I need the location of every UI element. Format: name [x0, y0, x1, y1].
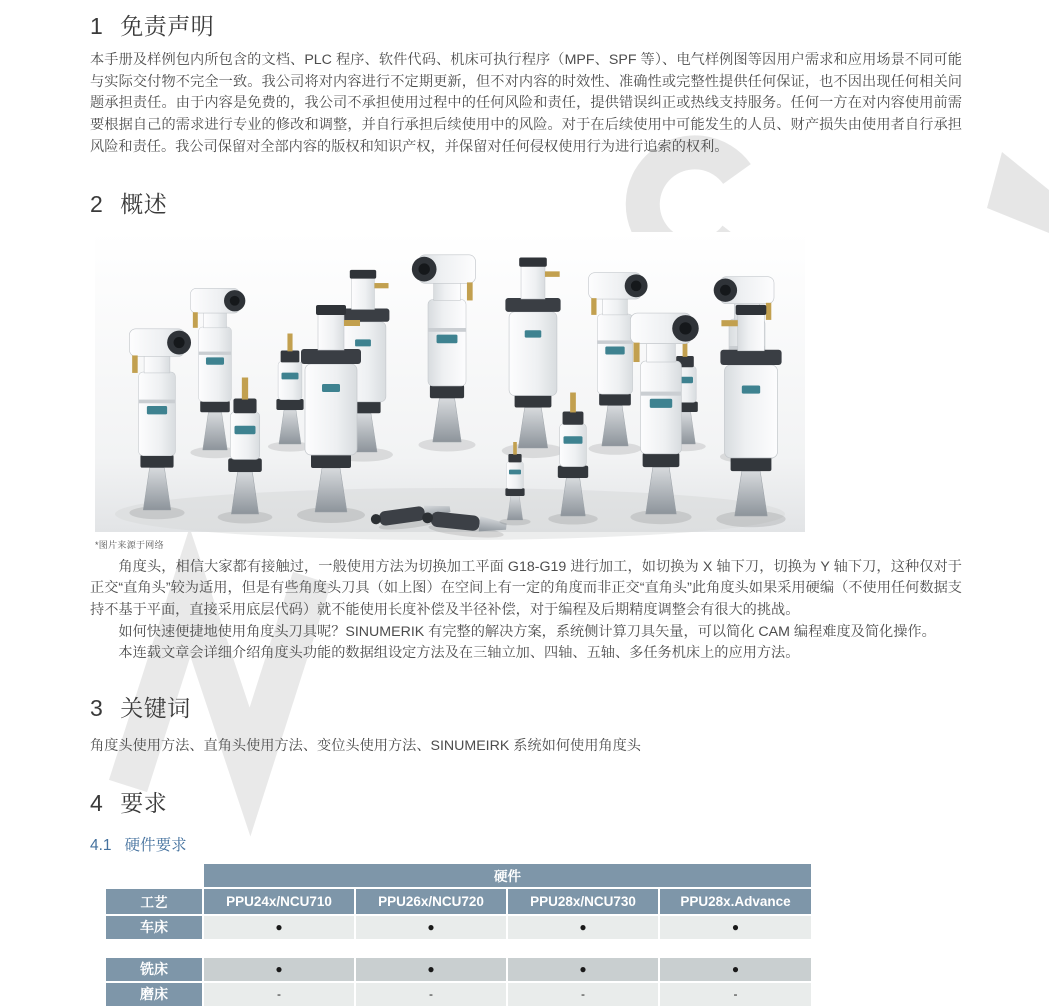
table-group-header: 硬件 [204, 864, 811, 887]
table-cell: ● [356, 958, 506, 981]
table-cell: ● [204, 958, 354, 981]
table-cell: ● [204, 916, 354, 939]
overview-paragraph-1: 角度头，相信大家都有接触过，一般使用方法为切换加工平面 G18-G19 进行加工，如切换为 X 轴下刀，切换为 Y 轴下刀，这种仅对于正交“直角头”较为适用，但是有些角度头刀具（如上图）在空间上有一定的角度而非正交“直角头”此角度头如果采用硬编（不使用任何数据支持不基于平面，直接采用底层代码）就不能使用长度补偿及半径补偿，对于编程及后期精度调整会有很大的挑战。 [90, 558, 962, 618]
table-cell: ● [508, 916, 658, 939]
section-heading-keywords [90, 690, 962, 723]
section-title: 要求 [120, 789, 168, 816]
section-title: 关键词 [120, 695, 191, 722]
table-corner-header: 工艺 [106, 889, 202, 914]
hardware-requirements-table [106, 864, 962, 1006]
table-cell: ● [660, 958, 811, 981]
table-cell: ● [660, 916, 811, 939]
table-column-header: PPU26x/NCU720 [356, 889, 506, 914]
subsection-title: 硬件要求 [124, 836, 187, 854]
image-caption: *图片来源于网络 [95, 539, 164, 550]
table-column-header: PPU28x.Advance [660, 889, 811, 914]
section-title: 概述 [120, 190, 168, 217]
section-number: 4 [90, 789, 104, 816]
overview-paragraph-3: 本连载文章会详细介绍角度头功能的数据组设定方法及在三轴立加、四轴、五轴、多任务机床上的应用方法。 [118, 645, 800, 662]
table-cell: ● [508, 958, 658, 981]
section-heading-overview [90, 186, 962, 219]
table-cell: - [356, 983, 506, 1006]
table-cell: - [204, 983, 354, 1006]
table-column-header: PPU28x/NCU730 [508, 889, 658, 914]
table-cell: - [660, 983, 811, 1006]
overview-paragraph-2: 如何快速便捷地使用角度头刀具呢？SINUMERIK 有完整的解决方案，系统侧计算刀具矢量，可以简化 CAM 编程难度及简化操作。 [118, 623, 936, 640]
table-blank-corner [106, 864, 202, 887]
table-row-label-milling: 铣床 [106, 958, 202, 981]
table-row-label-grinding: 磨床 [106, 983, 202, 1006]
table-row-label-lathe: 车床 [106, 916, 202, 939]
section-title: 免责声明 [120, 13, 215, 39]
section-heading-disclaimer [90, 8, 962, 41]
section-number: 1 [90, 13, 104, 39]
table-section-gap [106, 941, 811, 956]
disclaimer-text: 本手册及样例包内所包含的文档、PLC 程序、软件代码、机床可执行程序（MPF、SPF 等）、电气样例图等因用户需求和应用场景不同可能与实际交付物不完全一致。我公司将对内容进行不定期更新，但不对内容的时效性、准确性或完整性提供任何保证，也不因出现任何相关问题承担责任。由于内容是免费的，我公司不承担使用过程中的任何风险和责任，提供错误纠正或热线支持服务。任何一方在对内容使用前需要根据自己的需求进行专业的修改和调整，并自行承担后续使用中的风险。对于在后续使用中可能发生的人员、财产损失由使用者自行承担风险和责任。我公司保留对全部内容的版权和知识产权，并保留对任何侵权使用行为进行追索的权利。 [90, 52, 962, 155]
subsection-heading-hardware [90, 833, 962, 855]
section-number: 3 [90, 695, 104, 722]
section-heading-requirements [90, 785, 962, 818]
subsection-number: 4.1 [90, 836, 112, 854]
table-column-header: PPU24x/NCU710 [204, 889, 354, 914]
angle-heads-photo [95, 232, 805, 532]
section-number: 2 [90, 190, 104, 217]
table-cell: ● [356, 916, 506, 939]
keywords-text: 角度头使用方法、直角头使用方法、变位头使用方法、SINUMEIRK 系统如何使用角度头 [90, 738, 641, 755]
table-cell: - [508, 983, 658, 1006]
